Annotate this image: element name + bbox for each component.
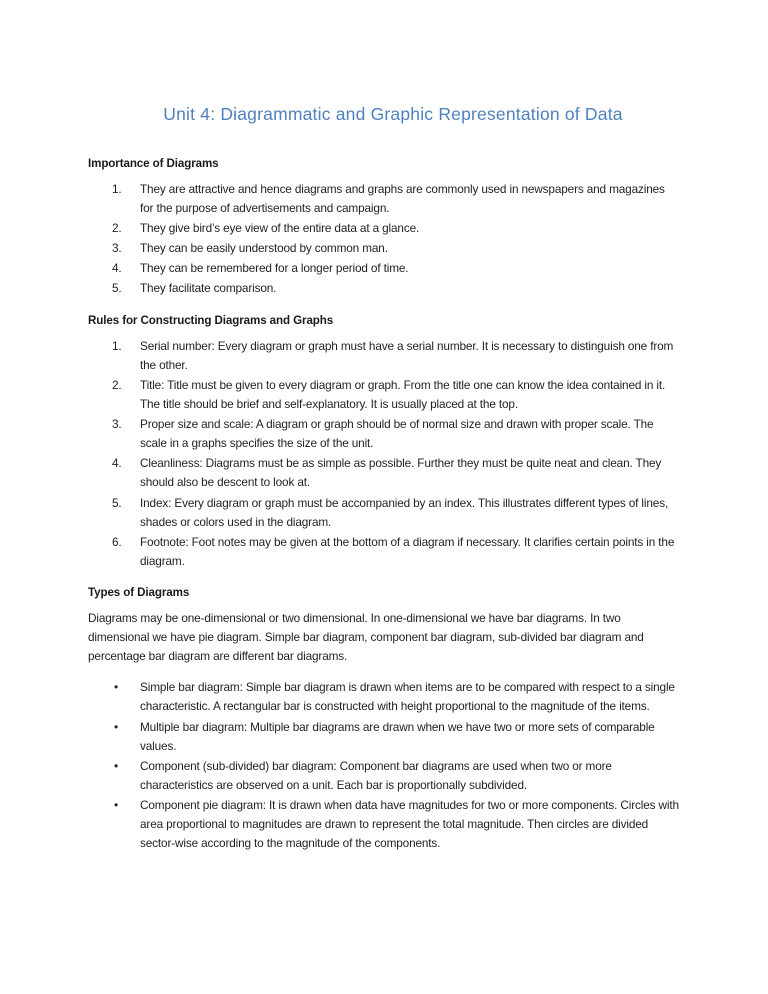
list-item bbox=[88, 718, 680, 756]
section-heading-types-of-diagrams: Types of Diagrams bbox=[88, 585, 190, 599]
bullet-icon: • bbox=[114, 680, 119, 695]
list-item-text: They are attractive and hence diagrams and graphs are commonly used in newspapers and magazines for the purpose of advertisements and campaign. bbox=[140, 181, 665, 216]
list-marker: 1. bbox=[112, 181, 122, 196]
list-item bbox=[88, 678, 680, 716]
list-item-text: Title: Title must be given to every diagram or graph. From the title one can know the idea contained in it. The title should be brief and self-explanatory. It is usually placed at the top. bbox=[140, 377, 666, 411]
list-item-text: Serial number: Every diagram or graph must have a serial number. It is necessary to distinguish one from the other. bbox=[140, 338, 674, 372]
list-item-text: They can be easily understood by common man. bbox=[140, 241, 388, 256]
list-item-text: Simple bar diagram: Simple bar diagram is drawn when items are to be compared with respect to a single characteristic. A rectangular bar is constructed with height proportional to the magnitude of the items. bbox=[140, 680, 675, 714]
list-item bbox=[88, 454, 680, 492]
types-of-diagrams-paragraph: Diagrams may be one-dimensional or two dimensional. In one-dimensional we have bar diagrams. In two dimensional we have pie diagram. Simple bar diagram, component bar diagram, sub-divided bar diagram and percentage bar diagram are different bar diagrams. bbox=[88, 611, 644, 664]
list-item bbox=[88, 337, 680, 375]
list-marker: 3. bbox=[112, 417, 122, 432]
list-item-text: They give bird’s eye view of the entire data at a glance. bbox=[140, 221, 420, 236]
section-heading-importance-of-diagrams: Importance of Diagrams bbox=[88, 156, 219, 170]
list-item-text: Component (sub-divided) bar diagram: Component bar diagrams are used when two or more characteristics are observed on a unit. Each bar is proportionally subdivided. bbox=[140, 758, 612, 792]
list-rules-for-constructing bbox=[88, 337, 680, 571]
list-marker: 2. bbox=[112, 221, 122, 236]
list-item bbox=[88, 239, 680, 258]
bullet-icon: • bbox=[114, 758, 119, 773]
list-item bbox=[88, 259, 680, 278]
list-types-of-diagrams bbox=[88, 678, 680, 853]
list-item-text: They facilitate comparison. bbox=[140, 281, 277, 296]
list-item bbox=[88, 279, 680, 298]
list-marker: 2. bbox=[112, 377, 122, 392]
list-item-text: Proper size and scale: A diagram or graph should be of normal size and drawn with proper scale. The scale in a graphs specifies the size of the unit. bbox=[140, 417, 654, 451]
list-item bbox=[88, 494, 680, 532]
list-marker: 5. bbox=[112, 281, 122, 296]
bullet-icon: • bbox=[114, 719, 119, 734]
list-marker: 1. bbox=[112, 338, 122, 353]
list-importance-of-diagrams bbox=[88, 180, 680, 299]
list-item-text: Cleanliness: Diagrams must be as simple as possible. Further they must be quite neat and clean. They should also be descent to look at. bbox=[140, 456, 662, 490]
list-item bbox=[88, 415, 680, 453]
list-marker: 3. bbox=[112, 241, 122, 256]
list-item-text: Footnote: Foot notes may be given at the bottom of a diagram if necessary. It clarifies certain points in the diagram. bbox=[140, 534, 675, 568]
list-item bbox=[88, 219, 680, 238]
document-content bbox=[88, 104, 680, 867]
list-item-text: Component pie diagram: It is drawn when data have magnitudes for two or more components. Circles with area proportional to magnitudes are drawn to represent the total magnitude. Then circles are divided sector-wise according to the magnitude of the components. bbox=[140, 798, 679, 851]
list-marker: 4. bbox=[112, 456, 122, 471]
list-item bbox=[88, 796, 680, 853]
list-marker: 6. bbox=[112, 534, 122, 549]
list-item-text: They can be remembered for a longer period of time. bbox=[140, 261, 409, 276]
section-heading-rules-for-constructing-diagrams-and-graphs: Rules for Constructing Diagrams and Graphs bbox=[88, 313, 334, 327]
list-item bbox=[88, 180, 680, 218]
list-item bbox=[88, 376, 680, 414]
list-marker: 5. bbox=[112, 495, 122, 510]
list-marker: 4. bbox=[112, 261, 122, 276]
bullet-icon: • bbox=[114, 798, 119, 813]
list-item-text: Multiple bar diagram: Multiple bar diagrams are drawn when we have two or more sets of comparable values. bbox=[140, 719, 655, 753]
list-item bbox=[88, 757, 680, 795]
list-item bbox=[88, 533, 680, 571]
page-title: Unit 4: Diagrammatic and Graphic Representation of Data bbox=[163, 104, 623, 124]
list-item-text: Index: Every diagram or graph must be accompanied by an index. This illustrates different types of lines, shades or colors used in the diagram. bbox=[140, 495, 669, 529]
